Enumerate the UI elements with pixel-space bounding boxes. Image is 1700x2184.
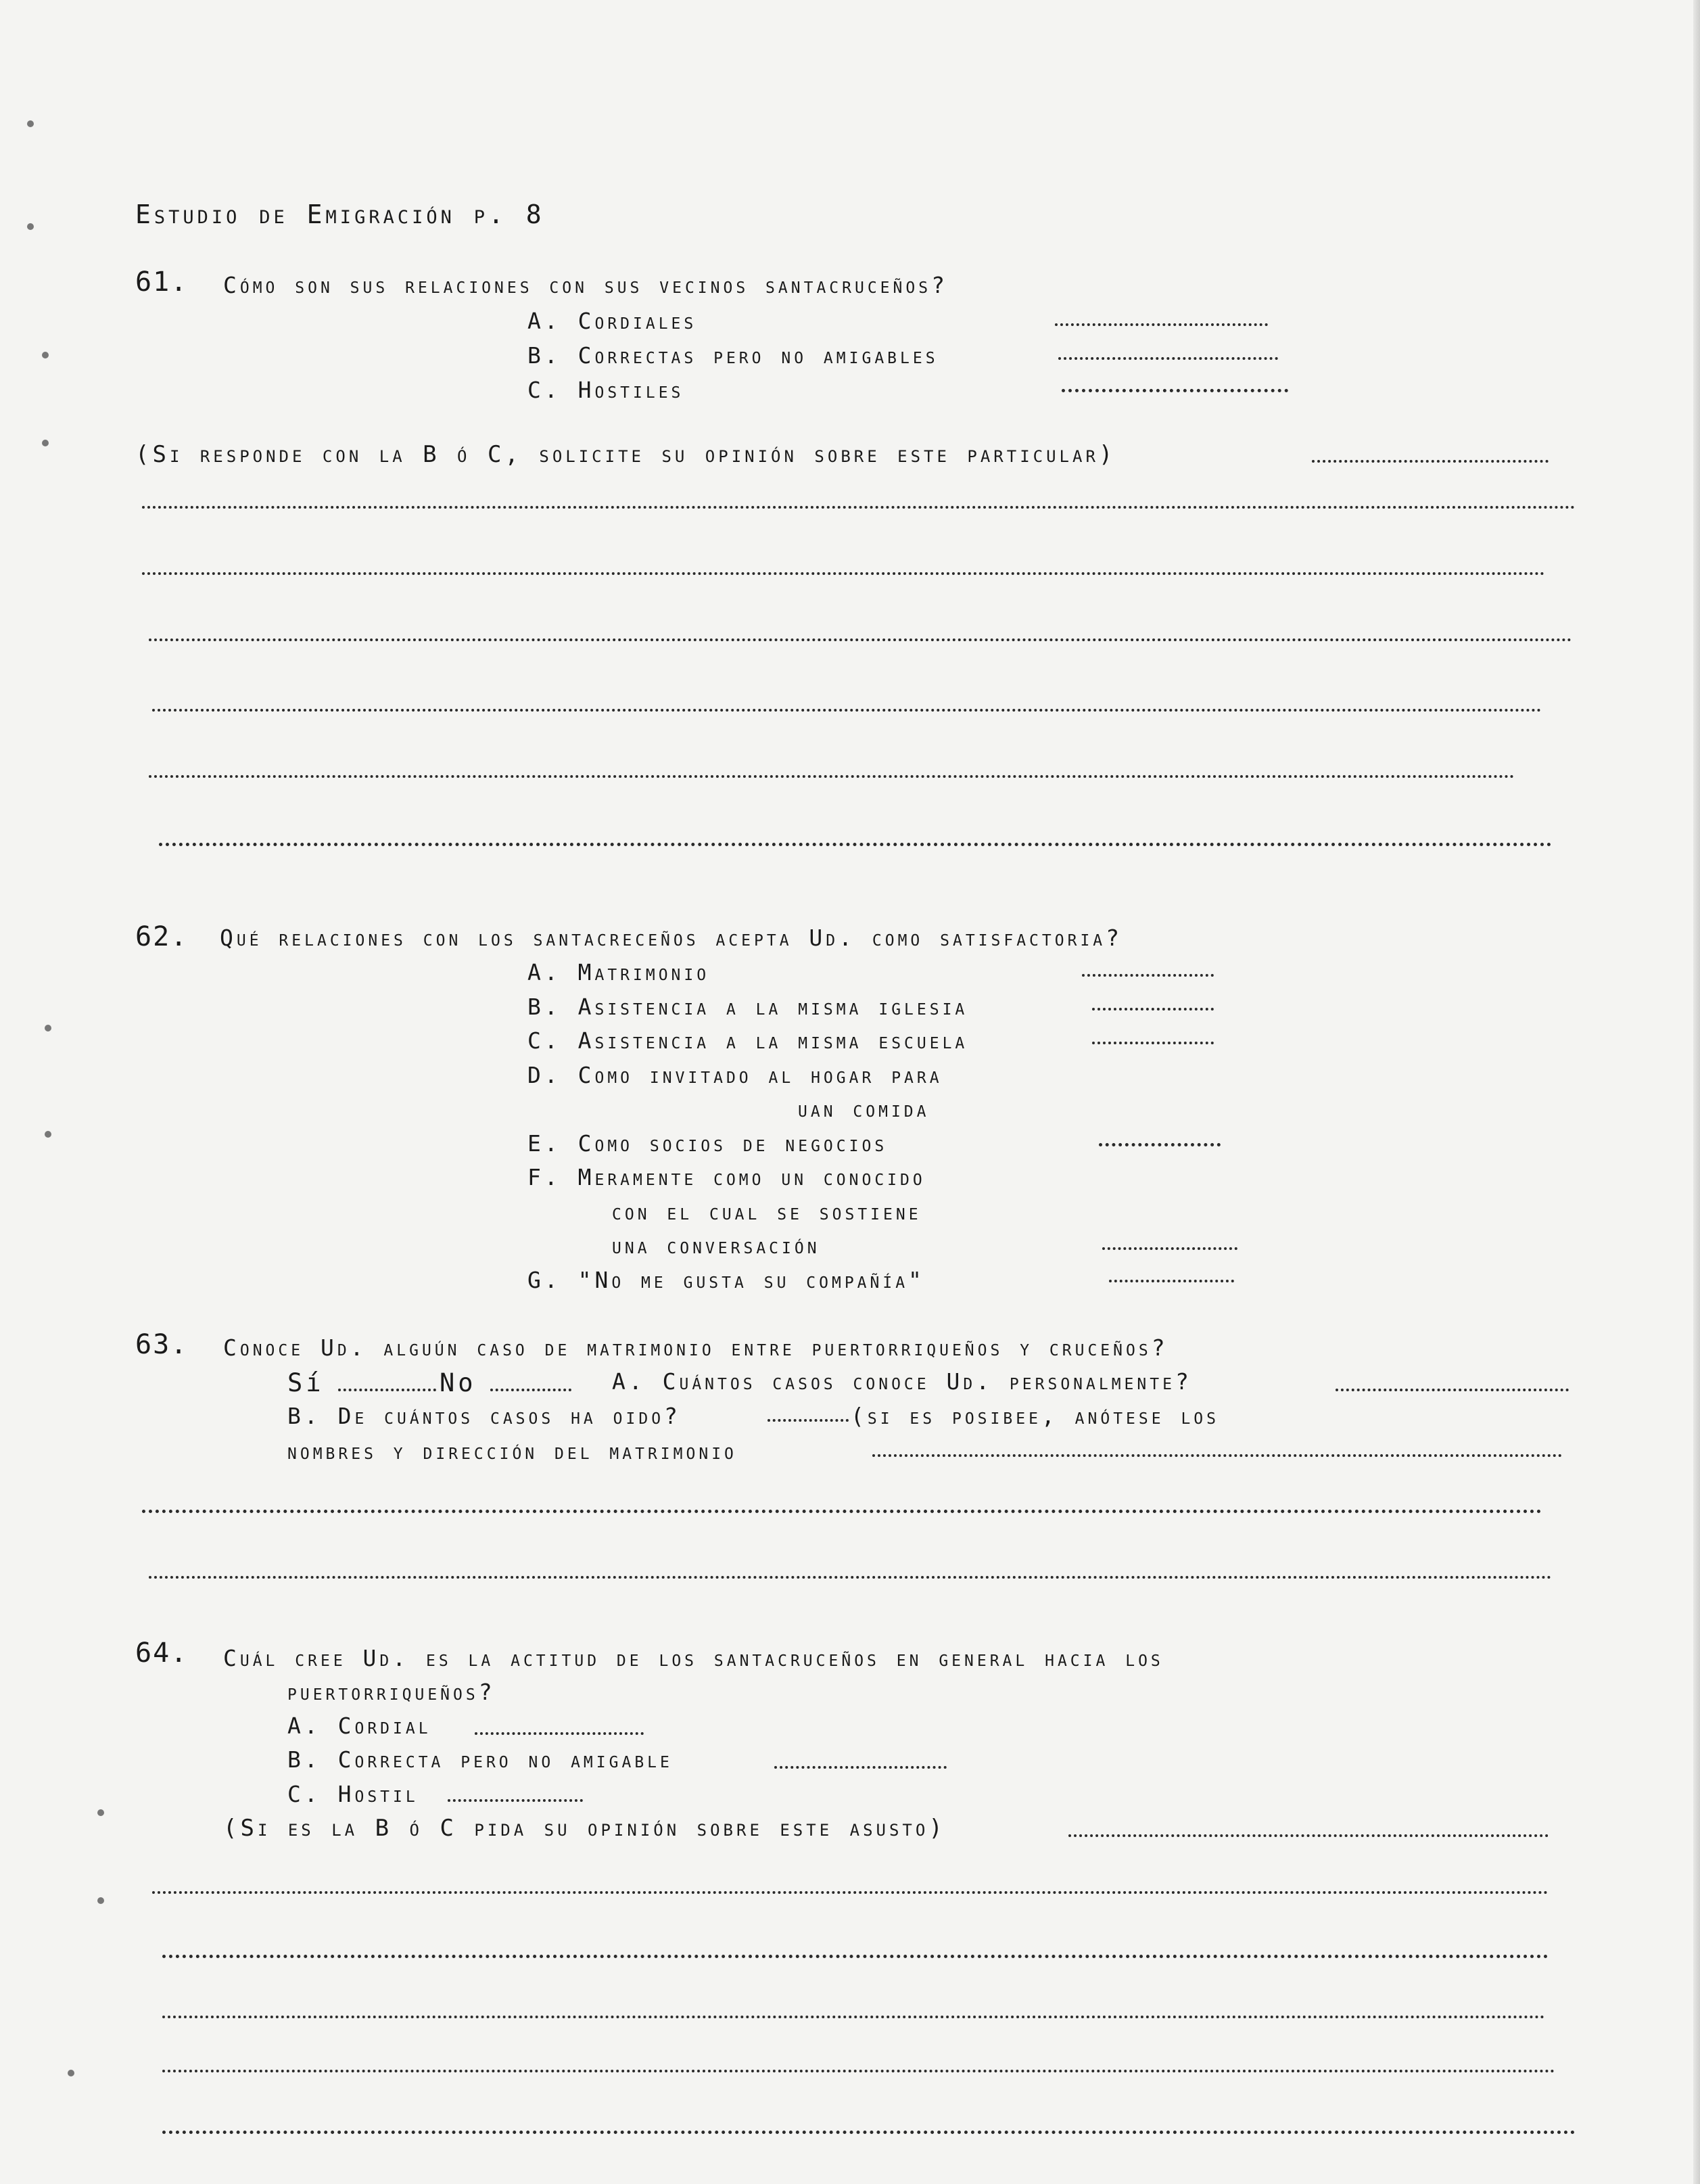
- answer-blank[interactable]: [1102, 1247, 1237, 1250]
- question-text: Qué relaciones con los santacreceños acepta Ud. como satisfactoria?: [220, 925, 1123, 951]
- question-number: 64.: [135, 1637, 189, 1669]
- option-label: B. Correcta pero no amigable: [287, 1746, 673, 1773]
- answer-blank[interactable]: [1312, 460, 1549, 463]
- answer-blank[interactable]: [1336, 1389, 1569, 1391]
- answer-blank[interactable]: [475, 1732, 644, 1735]
- answer-line[interactable]: [152, 709, 1542, 712]
- answer-blank[interactable]: [1092, 1008, 1214, 1010]
- option-label-continued: con el cual se sostiene: [612, 1199, 922, 1225]
- no-label: No: [440, 1368, 477, 1397]
- answer-blank[interactable]: [768, 1419, 849, 1422]
- question-number: 63.: [135, 1329, 189, 1360]
- question-text: Cuál cree Ud. es la actitud de los santacruceños en general hacia los: [223, 1645, 1164, 1671]
- sub-question: B. De cuántos casos ha oido?: [287, 1403, 681, 1429]
- margin-mark: [45, 1131, 51, 1138]
- answer-blank[interactable]: [1068, 1834, 1549, 1837]
- option-label: C. Asistencia a la misma escuela: [527, 1027, 968, 1054]
- answer-line[interactable]: [159, 843, 1552, 846]
- instruction-note: (si es posibee, anótese los: [851, 1403, 1219, 1429]
- sub-question: A. Cuántos casos conoce Ud. personalmente?: [612, 1368, 1192, 1395]
- answer-blank[interactable]: [448, 1799, 583, 1802]
- option-label: B. Asistencia a la misma iglesia: [527, 994, 968, 1020]
- question-number: 61.: [135, 266, 189, 298]
- answer-blank[interactable]: [774, 1766, 947, 1769]
- margin-mark: [42, 352, 49, 358]
- option-label-continued: una conversación: [612, 1232, 820, 1259]
- question-number: 62.: [135, 921, 189, 952]
- option-label: E. Como socios de negocios: [527, 1130, 888, 1157]
- no-blank[interactable]: [490, 1389, 571, 1391]
- answer-blank[interactable]: [1055, 323, 1268, 326]
- question-text-continued: puertorriqueños?: [287, 1679, 496, 1705]
- margin-mark: [68, 2070, 74, 2076]
- option-label: A. Matrimonio: [527, 959, 710, 985]
- option-label: D. Como invitado al hogar para: [527, 1062, 943, 1088]
- answer-line[interactable]: [162, 2131, 1576, 2134]
- yes-blank[interactable]: [338, 1389, 436, 1391]
- answer-line[interactable]: [142, 572, 1545, 575]
- answer-line[interactable]: [149, 775, 1515, 778]
- answer-line[interactable]: [149, 638, 1572, 641]
- option-label: C. Hostil: [287, 1781, 419, 1807]
- question-text: Conoce Ud. alguún caso de matrimonio entre puertorriqueños y cruceños?: [223, 1334, 1168, 1361]
- margin-mark: [27, 120, 34, 127]
- option-label: G. "No me gusta su compañía": [527, 1267, 925, 1293]
- answer-blank[interactable]: [1092, 1042, 1214, 1044]
- margin-mark: [97, 1809, 104, 1816]
- answer-line[interactable]: [142, 506, 1576, 509]
- margin-mark: [45, 1025, 51, 1031]
- followup-instruction: (Si es la B ó C pida su opinión sobre este asusto): [223, 1815, 946, 1842]
- margin-mark: [97, 1897, 104, 1904]
- answer-blank[interactable]: [1058, 357, 1278, 360]
- page-edge-shadow: [1693, 0, 1700, 2184]
- option-label: F. Meramente como un conocido: [527, 1164, 926, 1190]
- option-label-continued: uan comida: [798, 1096, 930, 1122]
- question-text: Cómo son sus relaciones con sus vecinos santacruceños?: [223, 272, 948, 298]
- answer-blank[interactable]: [872, 1454, 1562, 1457]
- answer-line[interactable]: [149, 1576, 1552, 1579]
- instruction-note: nombres y dirección del matrimonio: [287, 1438, 737, 1464]
- answer-line[interactable]: [162, 2016, 1545, 2018]
- answer-line[interactable]: [162, 2070, 1555, 2072]
- option-label: A. Cordiales: [527, 308, 697, 334]
- answer-blank[interactable]: [1062, 389, 1288, 392]
- answer-blank[interactable]: [1082, 974, 1214, 977]
- answer-blank[interactable]: [1099, 1143, 1221, 1146]
- yes-label: Sí: [287, 1368, 325, 1397]
- answer-line[interactable]: [142, 1510, 1542, 1513]
- followup-instruction: (Si responde con la B ó C, solicite su opinión sobre este particular): [135, 441, 1116, 468]
- page-title: Estudio de Emigración p. 8: [135, 200, 545, 229]
- option-label: C. Hostiles: [527, 377, 684, 403]
- answer-line[interactable]: [152, 1891, 1549, 1894]
- answer-line[interactable]: [162, 1955, 1549, 1958]
- option-label: A. Cordial: [287, 1713, 431, 1739]
- option-label: B. Correctas pero no amigables: [527, 342, 939, 369]
- margin-mark: [42, 440, 49, 446]
- answer-blank[interactable]: [1109, 1280, 1234, 1282]
- margin-mark: [27, 223, 34, 230]
